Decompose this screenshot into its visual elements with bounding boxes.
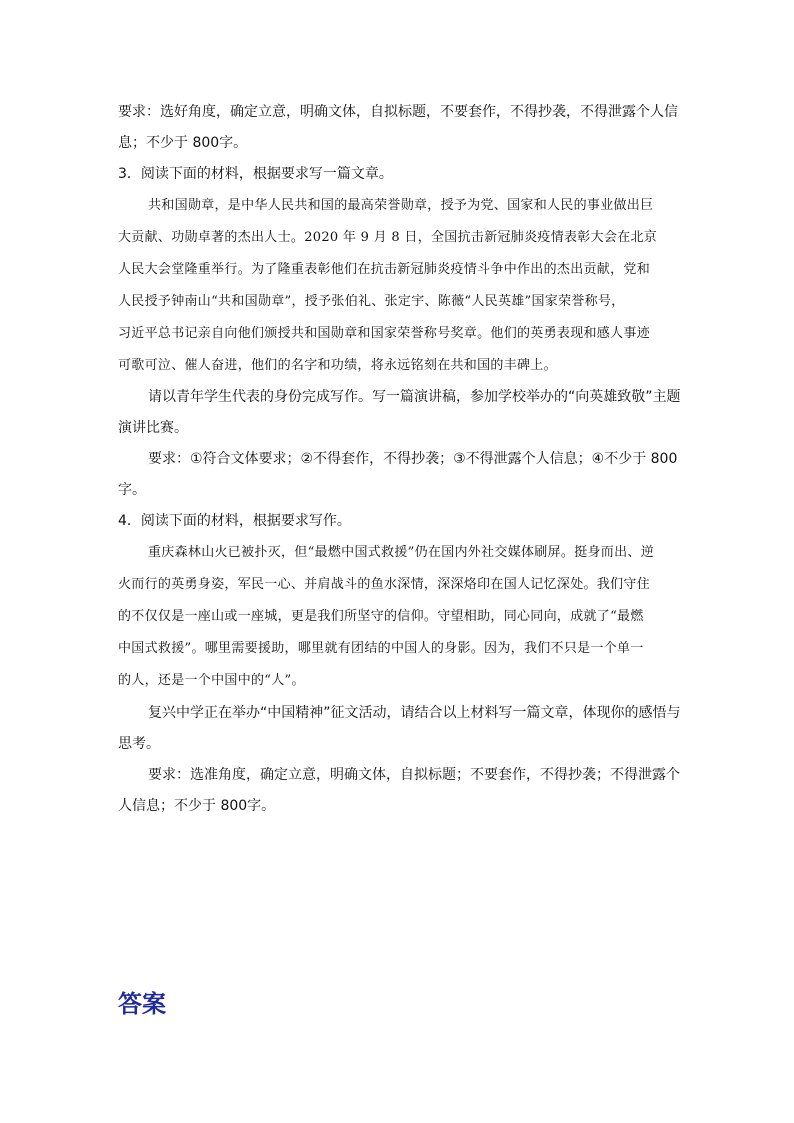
q4-material-line: 的人，还是一个中国中的“人”。 bbox=[118, 673, 305, 688]
q4-requirement-line-1: 要求：选准角度，确定立意，明确文体，自拟标题；不要套作，不得抄袭；不得泄露个 bbox=[148, 767, 680, 783]
q2-requirement-line-2: 息；不少于 800字。 bbox=[118, 135, 248, 151]
q3-task-line-2: 演讲比赛。 bbox=[118, 420, 188, 436]
q4-task-line-1: 复兴中学正在举办“中国精神”征文活动，请结合以上材料写一篇文章，体现你的感悟与 bbox=[148, 705, 681, 721]
q4-requirement-line-2: 人信息；不少于 800字。 bbox=[118, 798, 276, 814]
q3-requirement-line-2: 字。 bbox=[118, 482, 146, 498]
q4-material-line: 中国式救援”。哪里需要援助，哪里就有团结的中国人的身影。因为，我们不只是一个单一 bbox=[118, 641, 644, 656]
q3-material-line: 共和国勋章，是中华人民共和国的最高荣誉勋章，授予为党、国家和人民的事业做出巨 bbox=[148, 198, 654, 213]
answer-heading: 答案 bbox=[118, 990, 166, 1018]
q4-material-line: 的不仅仅是一座山或一座城，更是我们所坚守的信仰。守望相助，同心同向，成就了“最燃 bbox=[118, 609, 644, 624]
q3-material-line: 可歌可泣、催人奋进，他们的名字和功绩，将永远铭刻在共和国的丰碑上。 bbox=[118, 358, 557, 373]
q4-heading: 4．阅读下面的材料，根据要求写作。 bbox=[118, 513, 351, 529]
q3-requirement-line-1: 要求：①符合文体要求；②不得套作，不得抄袭；③不得泄露个人信息；④不少于 800 bbox=[148, 451, 678, 467]
q3-material-line: 习近平总书记亲自向他们颁授共和国勋章和国家荣誉称号奖章。他们的英勇表现和感人事迹 bbox=[118, 326, 651, 341]
q3-material-line: 人民授予钟南山“共和国勋章”，授予张伯礼、张定宇、陈薇“人民英雄”国家荣誉称号， bbox=[118, 294, 625, 309]
q3-heading: 3．阅读下面的材料，根据要求写一篇文章。 bbox=[118, 166, 393, 182]
q3-material-line: 人民大会堂隆重举行。为了隆重表彰他们在抗击新冠肺炎疫情斗争中作出的杰出贡献，党和 bbox=[118, 262, 651, 277]
q3-material-line: 大贡献、功勋卓著的杰出人士。2020 年 9 月 8 日，全国抗击新冠肺炎疫情表彰大会在北京 bbox=[118, 230, 658, 245]
q4-material-line: 火而行的英勇身姿，军民一心、并肩战斗的鱼水深情，深深烙印在国人记忆深处。我们守住 bbox=[118, 577, 651, 592]
q2-requirement-line-1: 要求：选好角度，确定立意，明确文体，自拟标题，不要套作，不得抄袭，不得泄露个人信 bbox=[118, 104, 678, 120]
q4-task-line-2: 思考。 bbox=[118, 736, 160, 752]
q4-material-line: 重庆森林山火已被扑灭，但“最燃中国式救援”仍在国内外社交媒体刷屏。挺身而出、逆 bbox=[148, 545, 654, 560]
q3-task-line-1: 请以青年学生代表的身份完成写作。写一篇演讲稿，参加学校举办的“向英雄致敬”主题 bbox=[148, 389, 681, 405]
